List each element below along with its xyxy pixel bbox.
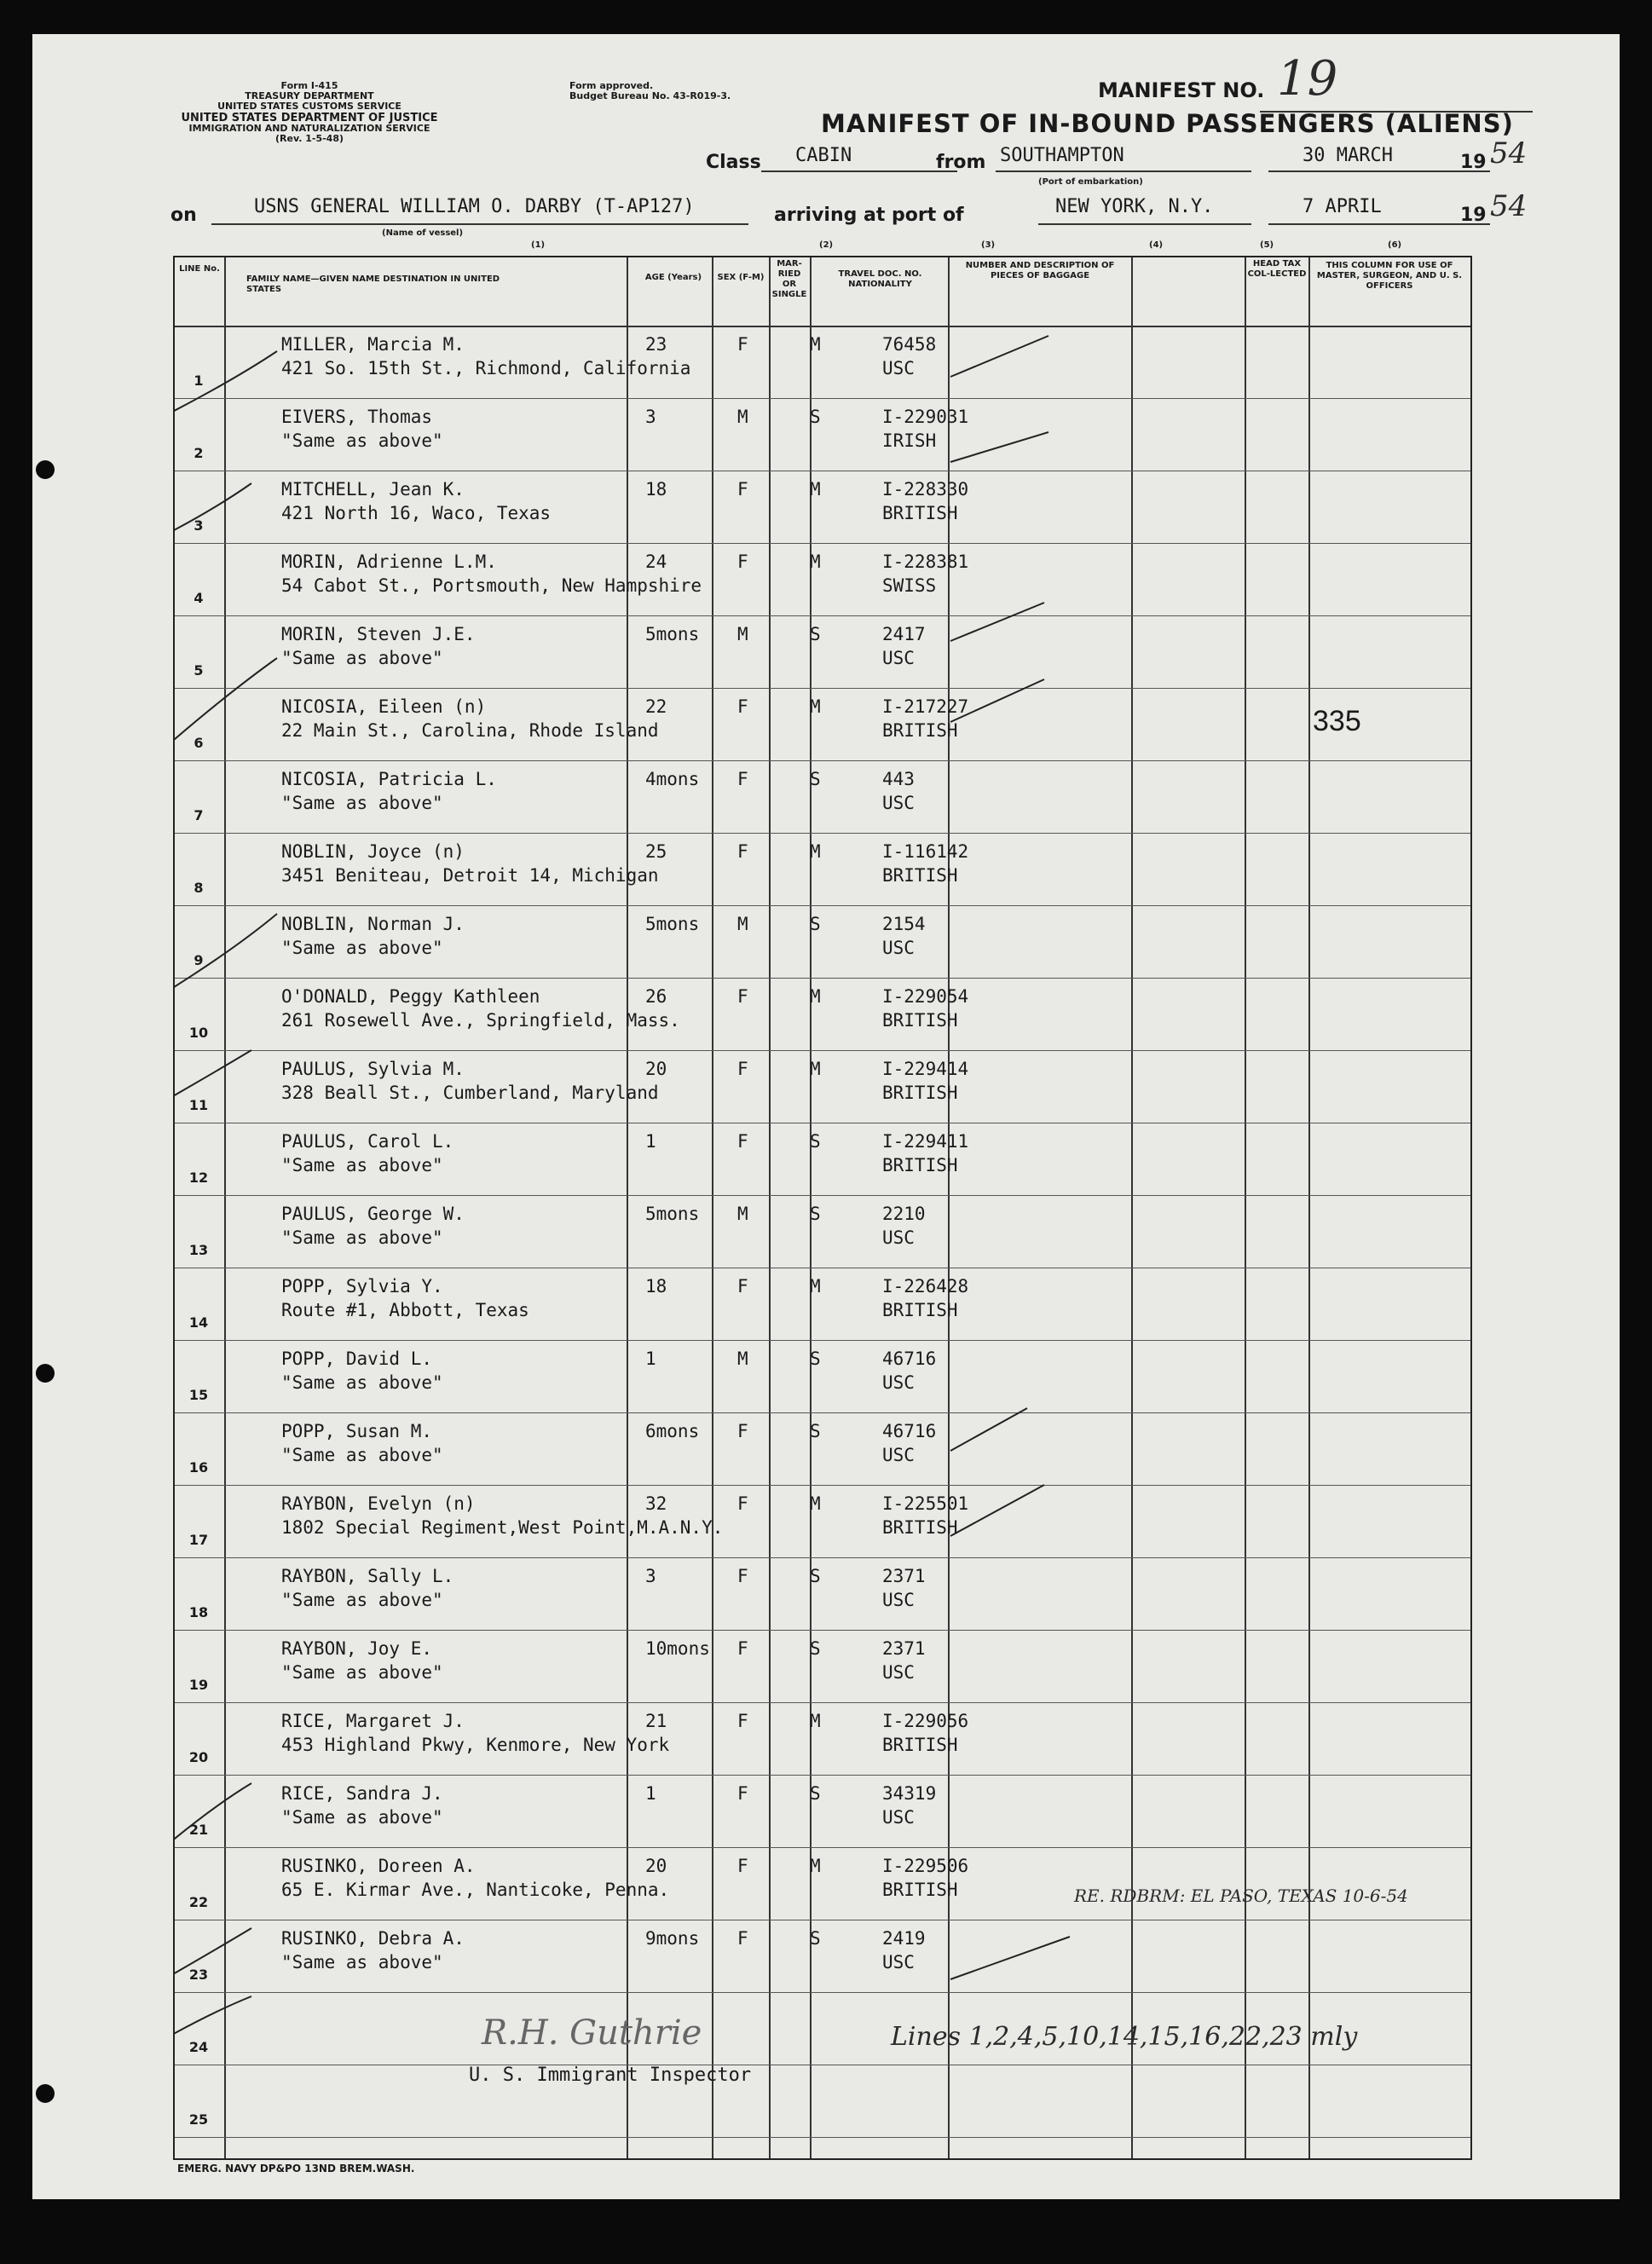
vessel-underline [211,223,748,225]
from-underline [996,170,1251,172]
check-mark [175,483,251,543]
binder-hole [36,460,55,479]
passenger-age: 3 [645,407,656,427]
travel-doc-number: 2419 [882,1928,926,1949]
passenger-age: 23 [645,334,667,355]
nationality: USC [882,1227,915,1248]
nationality: USC [882,1662,915,1683]
passenger-name: POPP, Susan M. [281,1421,433,1441]
line-number: 19 [188,1677,209,1693]
passenger-destination: "Same as above" [281,648,443,668]
nationality: SWISS [882,575,937,596]
travel-doc-number: I-229411 [882,1131,969,1152]
arriving-label: arriving at port of [774,205,964,226]
passenger-age: 5mons [645,1204,700,1224]
passenger-name: EIVERS, Thomas [281,407,433,427]
passenger-marital: M [810,479,821,500]
travel-doc-number: I-226428 [882,1276,969,1297]
check-mark [175,1928,251,1988]
passenger-destination: "Same as above" [281,430,443,451]
form-block [169,81,450,144]
passenger-destination: "Same as above" [281,1662,443,1683]
passenger-name: POPP, David L. [281,1349,433,1369]
line-number: 12 [188,1170,209,1186]
arrival-date-underline [1268,223,1490,225]
col-num-5: (5) [1260,240,1274,250]
passenger-destination: "Same as above" [281,1445,443,1465]
passenger-marital: S [810,1349,821,1369]
col-head-name: FAMILY NAME—GIVEN NAME DESTINATION IN UNITED STATES [246,274,500,294]
travel-doc-number: I-229414 [882,1059,969,1079]
manifest-page [32,34,1620,2199]
line-number: 17 [188,1532,209,1548]
passenger-destination: 1802 Special Regiment,West Point,M.A.N.Y. [281,1517,724,1538]
nationality: USC [882,1590,915,1610]
col-head-age: AGE (Years) [644,273,702,282]
check-mark [950,1485,1044,1536]
justice-dept: UNITED STATES DEPARTMENT OF JUSTICE [181,112,438,124]
depart-date: 30 MARCH [1303,145,1393,166]
remark-row22: RE. RDBRM: EL PASO, TEXAS 10-6-54 [1074,1886,1408,1906]
nationality: BRITISH [882,1735,958,1755]
passenger-name: PAULUS, George W. [281,1204,465,1224]
passenger-name: POPP, Sylvia Y. [281,1276,443,1297]
travel-doc-number: I-228381 [882,552,969,572]
travel-doc-number: I-225501 [882,1493,969,1514]
travel-doc-number: 76458 [882,334,937,355]
passenger-sex: F [737,1928,748,1949]
passenger-age: 21 [645,1711,667,1731]
line-number: 14 [188,1314,209,1331]
nationality: USC [882,648,915,668]
passenger-name: PAULUS, Carol L. [281,1131,454,1152]
class-underline [761,170,957,172]
passenger-marital: S [810,1131,821,1152]
passenger-sex: F [737,1566,748,1586]
line-number: 16 [188,1459,209,1476]
passenger-name: MORIN, Adrienne L.M. [281,552,497,572]
passenger-sex: M [737,1349,748,1369]
line-number: 2 [194,445,204,461]
customs-service: UNITED STATES CUSTOMS SERVICE [217,101,401,112]
passenger-name: PAULUS, Sylvia M. [281,1059,465,1079]
passenger-name: O'DONALD, Peggy Kathleen [281,986,540,1007]
passenger-destination: "Same as above" [281,1227,443,1248]
passenger-sex: F [737,841,748,862]
depart-underline [1268,170,1490,172]
nationality: IRISH [882,430,937,451]
passenger-marital: M [810,1711,821,1731]
nationality: USC [882,1372,915,1393]
passenger-age: 3 [645,1566,656,1586]
passenger-destination: 3451 Beniteau, Detroit 14, Michigan [281,865,659,886]
passenger-marital: M [810,841,821,862]
passenger-destination: 328 Beall St., Cumberland, Maryland [281,1083,659,1103]
passenger-name: RAYBON, Evelyn (n) [281,1493,476,1514]
passenger-destination: 421 North 16, Waco, Texas [281,503,552,523]
nationality: BRITISH [882,720,958,741]
passenger-age: 5mons [645,624,700,644]
passenger-marital: S [810,1783,821,1804]
passenger-name: NICOSIA, Eileen (n) [281,696,487,717]
passenger-age: 32 [645,1493,667,1514]
line-number: 22 [188,1894,209,1910]
passenger-sex: F [737,479,748,500]
from-value: SOUTHAMPTON [1000,145,1124,166]
passenger-age: 6mons [645,1421,700,1441]
passenger-marital: S [810,1928,821,1949]
passenger-destination: 421 So. 15th St., Richmond, California [281,358,691,378]
arrival-year-prefix: 19 [1460,205,1487,226]
passenger-sex: F [737,1131,748,1152]
passenger-destination: "Same as above" [281,1807,443,1828]
passenger-age: 9mons [645,1928,700,1949]
ins-service: IMMIGRATION AND NATURALIZATION SERVICE [188,123,430,134]
passenger-sex: F [737,1783,748,1804]
nationality: BRITISH [882,1880,958,1900]
passenger-age: 20 [645,1856,667,1876]
passenger-name: NOBLIN, Joyce (n) [281,841,465,862]
depart-year-suffix: 54 [1490,136,1528,170]
line-number: 24 [188,2039,209,2055]
passenger-destination: 453 Highland Pkwy, Kenmore, New York [281,1735,670,1755]
passenger-age: 26 [645,986,667,1007]
port-embark-caption: (Port of embarkation) [1038,177,1143,187]
travel-doc-number: 2371 [882,1566,926,1586]
passenger-age: 25 [645,841,667,862]
col-head-married: MAR-RIED OR SINGLE [771,259,807,299]
line-number: 23 [188,1967,209,1983]
passenger-age: 10mons [645,1638,710,1659]
travel-doc-number: 2210 [882,1204,926,1224]
from-label: from [936,152,986,173]
check-mark [175,1783,251,1860]
col-num-4: (4) [1149,240,1164,250]
arrival-date: 7 APRIL [1303,196,1382,217]
check-marks [175,257,1470,2158]
travel-doc-number: 2371 [882,1638,926,1659]
passenger-destination: "Same as above" [281,793,443,813]
passenger-name: RAYBON, Joy E. [281,1638,433,1659]
travel-doc-number: I-228330 [882,479,969,500]
passenger-sex: F [737,1638,748,1659]
passenger-marital: S [810,1566,821,1586]
passenger-sex: F [737,552,748,572]
travel-doc-number: 2154 [882,914,926,934]
arrival-port: NEW YORK, N.Y. [1055,196,1214,217]
arrival-year-suffix: 54 [1490,189,1528,223]
passenger-sex: F [737,986,748,1007]
passenger-destination: "Same as above" [281,1952,443,1972]
passenger-age: 1 [645,1783,656,1804]
passenger-marital: M [810,1276,821,1297]
check-mark [950,603,1044,641]
passenger-sex: F [737,696,748,717]
nationality: USC [882,1807,915,1828]
travel-doc-number: I-217227 [882,696,969,717]
travel-doc-number: I-229056 [882,1711,969,1731]
nationality: USC [882,1952,915,1972]
travel-doc-number: I-229031 [882,407,969,427]
passenger-destination: "Same as above" [281,1590,443,1610]
passenger-marital: S [810,624,821,644]
footer-note: Lines 1,2,4,5,10,14,15,16,22,23 mly [891,2022,1358,2052]
treasury-dept: TREASURY DEPARTMENT [245,90,374,101]
col-num-6: (6) [1388,240,1402,250]
approval-line: Form approved. [569,80,654,91]
passenger-age: 18 [645,479,667,500]
passenger-destination: Route #1, Abbott, Texas [281,1300,529,1320]
nationality: BRITISH [882,1083,958,1103]
passenger-marital: M [810,1059,821,1079]
check-mark [175,1996,251,2047]
passenger-age: 1 [645,1349,656,1369]
passenger-age: 20 [645,1059,667,1079]
passenger-marital: S [810,914,821,934]
col-head-officers: THIS COLUMN FOR USE OF MASTER, SURGEON, AND U. S. OFFICERS [1316,261,1463,291]
check-mark [950,336,1048,377]
line-number: 9 [194,952,204,968]
passenger-sex: F [737,334,748,355]
passenger-name: RAYBON, Sally L. [281,1566,454,1586]
vessel-name: USNS GENERAL WILLIAM O. DARBY (T-AP127) [254,196,695,217]
passenger-name: MILLER, Marcia M. [281,334,465,355]
travel-doc-number: 34319 [882,1783,937,1804]
passenger-sex: M [737,407,748,427]
manifest-number: 19 [1277,51,1338,107]
nationality: BRITISH [882,503,958,523]
line-number: 6 [194,735,204,751]
check-mark [950,432,1048,462]
passenger-name: RICE, Sandra J. [281,1783,443,1804]
passenger-age: 24 [645,552,667,572]
travel-doc-number: I-229054 [882,986,969,1007]
depart-year-prefix: 19 [1460,152,1487,173]
passenger-destination: "Same as above" [281,938,443,958]
passenger-name: NICOSIA, Patricia L. [281,769,497,789]
travel-doc-number: 443 [882,769,915,789]
check-mark [175,351,277,428]
passenger-sex: F [737,1711,748,1731]
col-head-line: LINE No. [179,264,220,274]
passenger-marital: M [810,1493,821,1514]
class-value: CABIN [795,145,852,166]
check-mark [950,679,1044,722]
passenger-sex: M [737,914,748,934]
col-head-travel-doc: TRAVEL DOC. NO. NATIONALITY [838,269,922,289]
binder-hole [36,2084,55,2103]
passenger-marital: S [810,1638,821,1659]
nationality: BRITISH [882,1300,958,1320]
passenger-age: 4mons [645,769,700,789]
passenger-name: RUSINKO, Debra A. [281,1928,465,1949]
on-label: on [170,205,197,226]
passenger-marital: S [810,1204,821,1224]
passenger-sex: F [737,1421,748,1441]
vessel-caption: (Name of vessel) [382,228,464,238]
nationality: USC [882,358,915,378]
col-head-sex: SEX (F-M) [717,273,765,282]
travel-doc-number: 46716 [882,1349,937,1369]
passenger-name: NOBLIN, Norman J. [281,914,465,934]
passenger-sex: M [737,1204,748,1224]
passenger-marital: M [810,552,821,572]
line-number: 10 [188,1025,209,1041]
passenger-marital: M [810,1856,821,1876]
passenger-marital: M [810,334,821,355]
revision: (Rev. 1-5-48) [274,133,344,144]
line-number: 8 [194,880,204,896]
passenger-age: 5mons [645,914,700,934]
line-number: 11 [188,1097,209,1113]
line-number: 7 [194,807,204,823]
passenger-marital: S [810,769,821,789]
passenger-name: RUSINKO, Doreen A. [281,1856,476,1876]
passenger-sex: F [737,1493,748,1514]
passenger-sex: F [737,1059,748,1079]
class-label: Class [706,152,761,173]
col-num-3: (3) [981,240,996,250]
line-number: 13 [188,1242,209,1258]
col-head-head-tax: HEAD TAX COL-LECTED [1247,259,1307,279]
passenger-destination: 54 Cabot St., Portsmouth, New Hampshire [281,575,702,596]
passenger-name: RICE, Margaret J. [281,1711,465,1731]
check-mark [175,658,277,769]
col-num-2: (2) [819,240,834,250]
nationality: BRITISH [882,1010,958,1031]
passenger-sex: F [737,1276,748,1297]
line-number: 15 [188,1387,209,1403]
check-mark [950,1408,1027,1451]
arrival-port-underline [1038,223,1251,225]
check-mark [175,914,277,1008]
line-number: 25 [188,2111,209,2128]
passenger-destination: 22 Main St., Carolina, Rhode Island [281,720,659,741]
budget-bureau: Budget Bureau No. 43-R019-3. [569,90,731,101]
check-mark [175,1050,251,1110]
nationality: USC [882,938,915,958]
passenger-sex: M [737,624,748,644]
passenger-age: 1 [645,1131,656,1152]
inspector-signature: R.H. Guthrie [482,2013,702,2053]
passenger-age: 18 [645,1276,667,1297]
travel-doc-number: 46716 [882,1421,937,1441]
travel-doc-number: I-116142 [882,841,969,862]
passenger-age: 22 [645,696,667,717]
passenger-marital: M [810,696,821,717]
nationality: BRITISH [882,1517,958,1538]
passenger-name: MITCHELL, Jean K. [281,479,465,500]
passenger-marital: M [810,986,821,1007]
nationality: BRITISH [882,865,958,886]
passenger-destination: "Same as above" [281,1372,443,1393]
check-mark [950,1937,1070,1979]
page-title: MANIFEST OF IN-BOUND PASSENGERS (ALIENS) [821,109,1514,138]
passenger-marital: S [810,1421,821,1441]
approval-block [569,81,731,101]
binder-hole [36,1364,55,1383]
line-number: 1 [194,373,204,389]
line-number: 4 [194,590,204,606]
travel-doc-number: 2417 [882,624,926,644]
line-number: 5 [194,662,204,679]
passenger-destination: "Same as above" [281,1155,443,1175]
passenger-destination: 261 Rosewell Ave., Springfield, Mass. [281,1010,680,1031]
passenger-sex: F [737,769,748,789]
passenger-destination: 65 E. Kirmar Ave., Nanticoke, Penna. [281,1880,670,1900]
manifest-label: MANIFEST NO. [1098,78,1265,102]
stamp-number: 335 [1313,705,1361,737]
line-number: 21 [188,1822,209,1838]
col-num-1: (1) [531,240,546,250]
printer-imprint: EMERG. NAVY DP&PO 13ND BREM.WASH. [177,2163,415,2174]
passenger-name: MORIN, Steven J.E. [281,624,476,644]
passenger-marital: S [810,407,821,427]
nationality: BRITISH [882,1155,958,1175]
nationality: USC [882,793,915,813]
travel-doc-number: I-229506 [882,1856,969,1876]
line-number: 3 [194,517,204,534]
inspector-caption: U. S. Immigrant Inspector [469,2065,752,2086]
line-number: 20 [188,1749,209,1765]
nationality: USC [882,1445,915,1465]
col-head-baggage: NUMBER AND DESCRIPTION OF PIECES OF BAGGAGE [965,261,1115,280]
manifest-table [173,256,1472,2160]
passenger-sex: F [737,1856,748,1876]
line-number: 18 [188,1604,209,1620]
form-number: Form I-415 [280,80,338,91]
